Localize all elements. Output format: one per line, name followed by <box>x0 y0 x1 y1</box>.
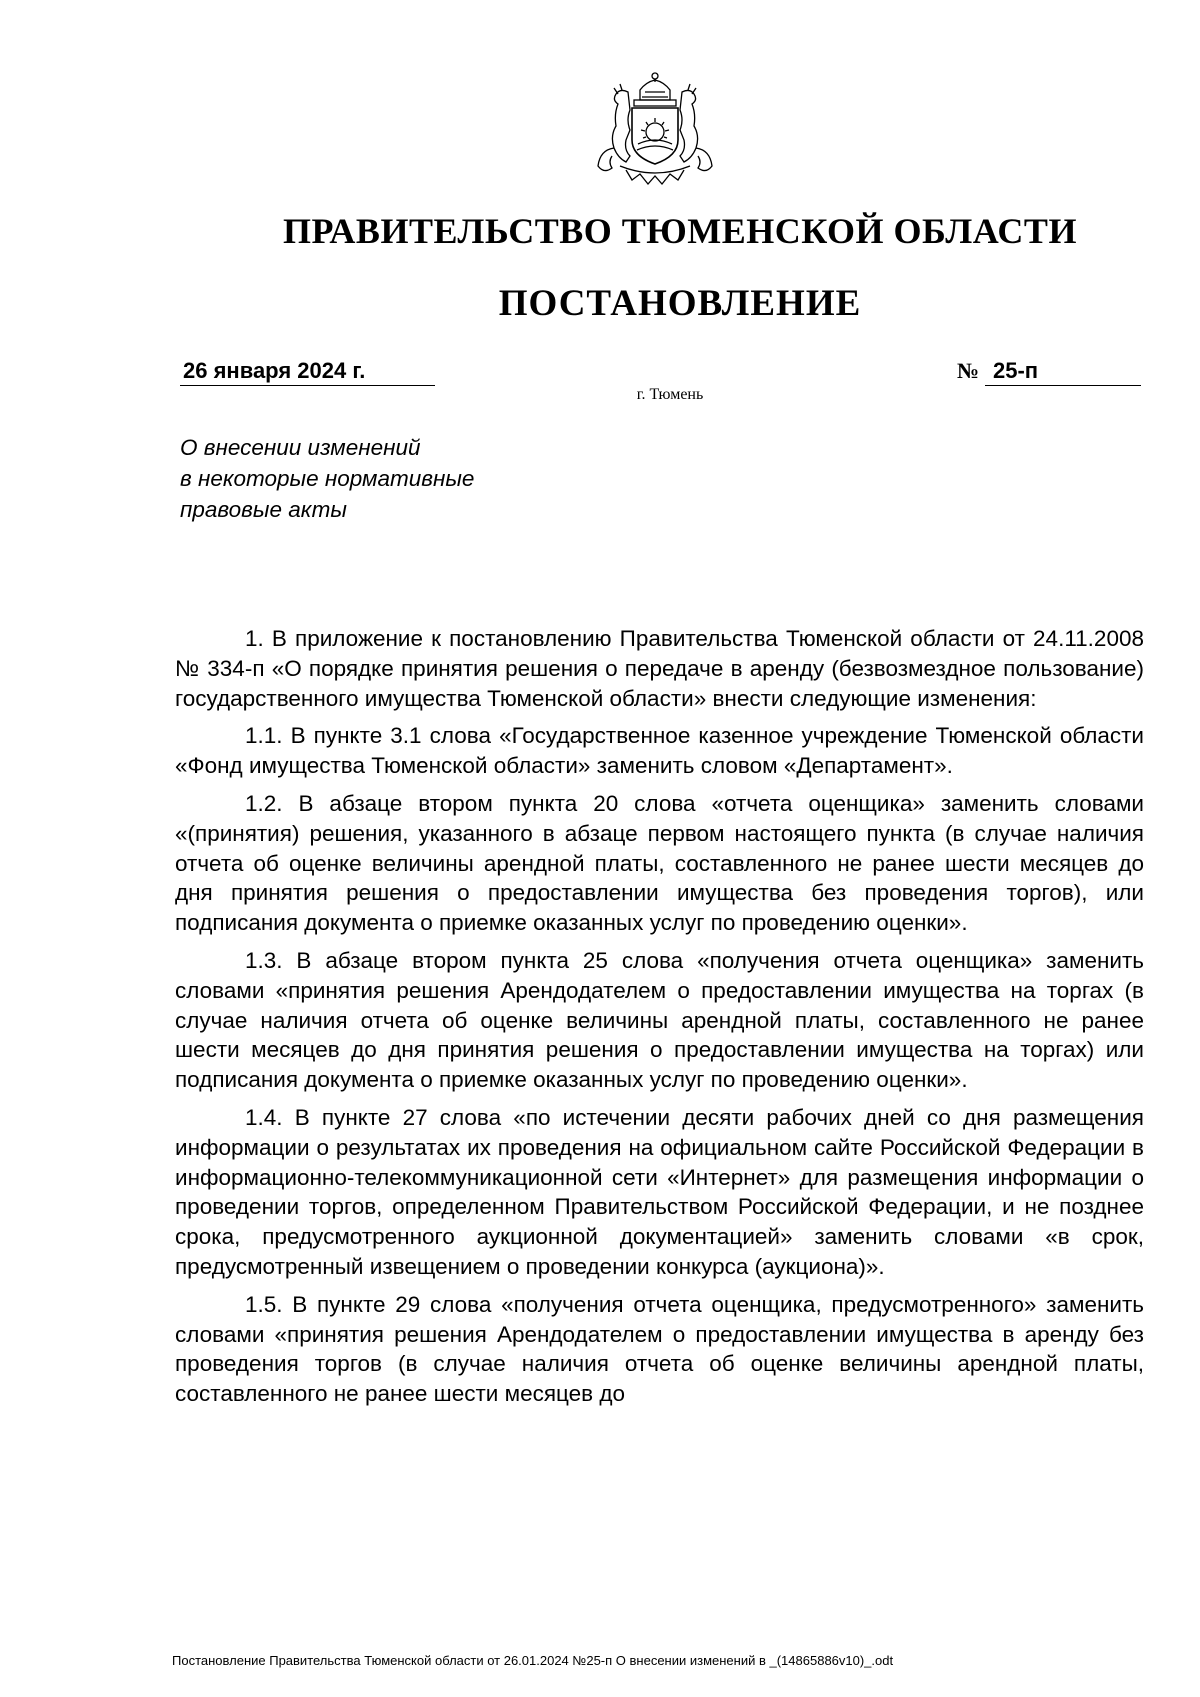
body-paragraph: 1.3. В абзаце втором пункта 25 слова «получения отчета оценщика» заменить словами «принятия решения Арендодателем о предоставлении имущества на торгах (в случае наличия отчета об оценке величины арендной платы, составленного не ранее шести месяцев до дня принятия решения о предоставлении имущества на торгах) или подписания документа о приемке оказанных услуг по проведению оценки». <box>175 947 1144 1093</box>
body-paragraph: 1. В приложение к постановлению Правительства Тюменской области от 24.11.2008 № 334-п «О порядке принятия решения о передаче в аренду (безвозмездное пользование) государственного имущества Тюменской области» внести следующие изменения: <box>175 626 1144 711</box>
document-number: 25-п <box>985 357 1141 386</box>
document-subject <box>180 432 600 525</box>
document-type-title: ПОСТАНОВЛЕНИЕ <box>498 283 862 324</box>
body-paragraph: 1.2. В абзаце втором пункта 20 слова «отчета оценщика» заменить словами «(принятия) решения, указанного в абзаце первом настоящего пункта (в случае наличия отчета об оценке величины арендной платы, составленного не ранее шести месяцев до дня принятия решения о предоставлении имущества без проведения торгов), или подписания документа о приемке оказанных услуг по проведению оценки». <box>175 790 1144 936</box>
subject-line: в некоторые нормативные <box>180 466 475 491</box>
number-sign: № <box>957 358 980 383</box>
subject-line: правовые акты <box>180 497 347 522</box>
page-footer: Постановление Правительства Тюменской области от 26.01.2024 №25-п О внесении изменений в _(14865886v10)_.odt <box>172 1653 894 1668</box>
document-body <box>175 624 1144 1417</box>
organization-title: ПРАВИТЕЛЬСТВО ТЮМЕНСКОЙ ОБЛАСТИ <box>283 211 1077 251</box>
body-paragraph: 1.1. В пункте 3.1 слова «Государственное казенное учреждение Тюменской области «Фонд имущества Тюменской области» заменить словом «Департамент». <box>175 723 1144 779</box>
body-paragraph: 1.5. В пункте 29 слова «получения отчета оценщика, предусмотренного» заменить словами «принятия решения Арендодателем о предоставлении имущества в аренду без проведения торгов (в случае наличия отчета об оценке величины арендной платы, составленного не ранее шести месяцев до <box>175 1291 1144 1407</box>
coat-of-arms-icon <box>590 70 720 192</box>
subject-line: О внесении изменений <box>180 435 421 460</box>
document-date: 26 января 2024 г. <box>180 357 435 386</box>
body-paragraph: 1.4. В пункте 27 слова «по истечении десяти рабочих дней со дня размещения информации о результатах их проведения на официальном сайте Российской Федерации в информационно-телекоммуникационной сети «Интернет» для размещения информации о проведении торгов, определенном Правительством Российской Федерации, и не позднее срока, предусмотренного аукционной документацией» заменить словами «в срок, предусмотренный извещением о проведении конкурса (аукциона)». <box>175 1104 1144 1279</box>
document-city: г. Тюмень <box>636 386 704 403</box>
